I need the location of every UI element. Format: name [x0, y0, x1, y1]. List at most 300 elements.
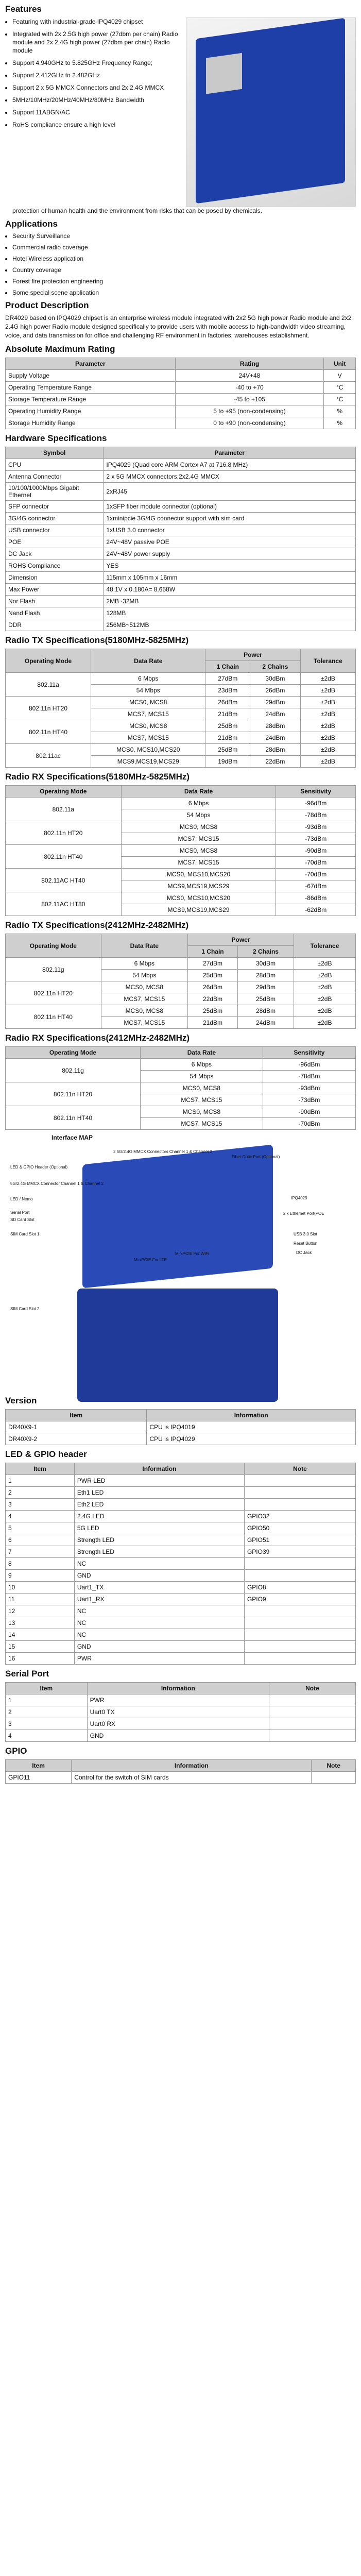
product-photo [186, 18, 356, 207]
table-cell: ±2dB [294, 993, 356, 1005]
table-cell: 4 [6, 1511, 75, 1522]
table-cell: -70dBm [263, 1118, 355, 1130]
map-label: USB 3.0 Slot [294, 1232, 317, 1236]
table-row [6, 1082, 356, 1094]
table-cell: -78dBm [263, 1071, 355, 1082]
table-cell: MCS0, MCS8 [141, 1082, 263, 1094]
tx5-header-power: Power [205, 649, 300, 661]
table-cell: 802.11n HT20 [6, 1082, 141, 1106]
table-cell: 9 [6, 1570, 75, 1582]
table-row [6, 1106, 356, 1118]
tx24-header-power: Power [188, 934, 294, 946]
table-cell: 802.11n HT40 [6, 1106, 141, 1130]
table-cell: ±2dB [294, 970, 356, 981]
led-header: Information [74, 1463, 244, 1475]
table-row [6, 1433, 356, 1445]
table-cell: 26dBm [250, 685, 301, 697]
table-cell: 22dBm [250, 756, 301, 768]
tx24-header-1chain: 1 Chain [188, 946, 238, 958]
table-cell: MCS7, MCS15 [101, 993, 187, 1005]
table-cell: MCS0, MCS8 [141, 1106, 263, 1118]
table-cell: ±2dB [300, 708, 355, 720]
rx24-title: Radio RX Specifications(2412MHz-2482MHz) [5, 1033, 190, 1043]
table-cell: -70dBm [276, 857, 356, 869]
table-cell: -73dBm [263, 1094, 355, 1106]
table-cell: 24dBm [250, 708, 301, 720]
application-item: • Security Surveillance [12, 232, 356, 240]
table-cell: MCS7, MCS15 [91, 708, 205, 720]
table-row [6, 417, 356, 429]
table-cell: 802.11a [6, 798, 122, 821]
table-cell: -93dBm [263, 1082, 355, 1094]
table-row [6, 596, 356, 607]
gpio-header: Information [72, 1760, 312, 1772]
map-label: Fiber Optic Port (Optional) [232, 1155, 280, 1159]
serial-title: Serial Port [5, 1669, 49, 1679]
table-cell: Storage Temperature Range [6, 394, 176, 405]
map-label: 5G/2.4G MMCX Connector Channel 1 & Channel 2 [10, 1181, 104, 1186]
table-cell: 802.11AC HT80 [6, 892, 122, 916]
table-row [6, 1546, 356, 1558]
table-cell: % [324, 417, 356, 429]
table-cell: 30dBm [250, 673, 301, 685]
table-cell: 802.11AC HT40 [6, 869, 122, 892]
table-cell [244, 1617, 355, 1629]
version-title: Version [5, 1396, 37, 1405]
version-header: Item [6, 1410, 147, 1421]
table-cell: Antenna Connector [6, 471, 104, 483]
interface-map [5, 1134, 356, 1392]
table-cell: 29dBm [237, 981, 294, 993]
table-cell [244, 1499, 355, 1511]
table-cell: ±2dB [300, 756, 355, 768]
table-cell: MCS7, MCS15 [91, 732, 205, 744]
table-cell: Uart1_TX [74, 1582, 244, 1594]
table-row [6, 869, 356, 880]
table-cell: DDR [6, 619, 104, 631]
table-row [6, 483, 356, 501]
table-cell: 6 Mbps [141, 1059, 263, 1071]
table-cell: 28dBm [250, 720, 301, 732]
table-row [6, 981, 356, 993]
table-row [6, 1059, 356, 1071]
table-cell: 24dBm [250, 732, 301, 744]
table-cell: 802.11n HT20 [6, 821, 122, 845]
table-cell: 48.1V x 0.180A= 8.658W [104, 584, 356, 596]
table-row [6, 560, 356, 572]
table-cell: 256MB~512MB [104, 619, 356, 631]
table-cell: 24V+48 [175, 370, 324, 382]
table-row [6, 1629, 356, 1641]
table-cell: -67dBm [276, 880, 356, 892]
table-cell: MCS9,MCS19,MCS29 [121, 904, 276, 916]
table-cell: GPIO11 [6, 1772, 72, 1784]
map-label: 2 x Ethernet Port(POE [283, 1211, 324, 1216]
table-cell [269, 1694, 355, 1706]
table-cell: -90dBm [263, 1106, 355, 1118]
table-cell: Uart0 TX [87, 1706, 269, 1718]
table-cell: MCS7, MCS15 [101, 1017, 187, 1029]
table-cell: Nand Flash [6, 607, 104, 619]
table-cell: 15 [6, 1641, 75, 1653]
table-cell: 21dBm [188, 1017, 238, 1029]
table-row [6, 1487, 356, 1499]
table-cell: 28dBm [237, 970, 294, 981]
table-cell: NC [74, 1629, 244, 1641]
table-row [6, 1706, 356, 1718]
application-item: • Some special scene application [12, 289, 356, 296]
table-cell: ±2dB [294, 1017, 356, 1029]
table-cell: 11 [6, 1594, 75, 1605]
table-cell: NC [74, 1558, 244, 1570]
map-label: Serial Port [10, 1210, 30, 1215]
table-cell: -86dBm [276, 892, 356, 904]
serial-header: Information [87, 1683, 269, 1694]
table-cell: V [324, 370, 356, 382]
table-cell: NC [74, 1605, 244, 1617]
table-cell: 14 [6, 1629, 75, 1641]
tx5-title: Radio TX Specifications(5180MHz-5825MHz) [5, 635, 189, 645]
feature-item: • Support 4.940GHz to 5.825GHz Frequency Range; [12, 59, 182, 67]
table-cell: -90dBm [276, 845, 356, 857]
table-cell: 5G LED [74, 1522, 244, 1534]
application-item: • Country coverage [12, 266, 356, 274]
table-cell: 28dBm [250, 744, 301, 756]
hw-title: Hardware Specifications [5, 433, 107, 443]
interface-map-title: Interface MAP [51, 1134, 93, 1141]
hw-table [5, 447, 356, 631]
table-cell: 27dBm [188, 958, 238, 970]
table-cell: MCS9,MCS19,MCS29 [91, 756, 205, 768]
map-label: SD Card Slot [10, 1217, 35, 1222]
table-cell: Strength LED [74, 1546, 244, 1558]
table-cell: GPIO39 [244, 1546, 355, 1558]
table-cell: -96dBm [263, 1059, 355, 1071]
rx24-header: Operating Mode [6, 1047, 141, 1059]
table-row [6, 370, 356, 382]
table-cell: Uart0 RX [87, 1718, 269, 1730]
table-cell: MCS0, MCS8 [91, 697, 205, 708]
table-row [6, 744, 356, 756]
table-cell: 1xUSB 3.0 connector [104, 524, 356, 536]
table-cell: 4 [6, 1730, 88, 1742]
map-label: SIM Card Slot 2 [10, 1307, 40, 1311]
tx5-table [5, 649, 356, 768]
table-row [6, 1558, 356, 1570]
rx5-header: Operating Mode [6, 786, 122, 798]
tx24-header-tolerance: Tolerance [294, 934, 356, 958]
table-cell: PWR [74, 1653, 244, 1665]
table-cell: MCS0, MCS8 [121, 845, 276, 857]
serial-header: Item [6, 1683, 88, 1694]
table-row [6, 821, 356, 833]
table-cell: -93dBm [276, 821, 356, 833]
table-cell: 802.11n HT20 [6, 697, 91, 720]
table-cell [269, 1718, 355, 1730]
table-row [6, 1641, 356, 1653]
table-cell: 802.11n HT40 [6, 1005, 101, 1029]
table-row [6, 1499, 356, 1511]
tx5-header-rate: Data Rate [91, 649, 205, 673]
table-cell: 25dBm [205, 720, 250, 732]
table-cell: 24V~48V power supply [104, 548, 356, 560]
table-row [6, 1718, 356, 1730]
map-label: Reset Button [294, 1241, 318, 1246]
amr-header: Parameter [6, 358, 176, 370]
table-row [6, 673, 356, 685]
table-cell: DR40X9-1 [6, 1421, 147, 1433]
table-cell: 802.11n HT40 [6, 720, 91, 744]
table-cell: 54 Mbps [141, 1071, 263, 1082]
table-cell: 802.11ac [6, 744, 91, 768]
tx24-header-2chains: 2 Chains [237, 946, 294, 958]
table-cell: -73dBm [276, 833, 356, 845]
table-row [6, 1605, 356, 1617]
rx5-header: Data Rate [121, 786, 276, 798]
table-cell: 25dBm [237, 993, 294, 1005]
table-row [6, 1522, 356, 1534]
table-cell: GPIO9 [244, 1594, 355, 1605]
table-cell [244, 1558, 355, 1570]
table-row [6, 1694, 356, 1706]
table-cell: 54 Mbps [101, 970, 187, 981]
led-title: LED & GPIO header [5, 1449, 87, 1459]
feature-item: • Support 2 x 5G MMCX Connectors and 2x 2.4G MMCX [12, 83, 182, 92]
table-row [6, 1772, 356, 1784]
table-cell: ±2dB [300, 685, 355, 697]
rx5-title: Radio RX Specifications(5180MHz-5825MHz) [5, 772, 190, 782]
table-row [6, 1511, 356, 1522]
table-cell [244, 1605, 355, 1617]
table-cell: Eth1 LED [74, 1487, 244, 1499]
table-cell: SFP connector [6, 501, 104, 513]
table-row [6, 845, 356, 857]
application-item: • Hotel Wireless application [12, 255, 356, 262]
rx24-table [5, 1046, 356, 1130]
table-cell: 25dBm [188, 970, 238, 981]
table-cell [312, 1772, 356, 1784]
table-cell: 5 to +95 (non-condensing) [175, 405, 324, 417]
map-label: MiniPCIE For LTE [134, 1258, 167, 1262]
table-cell: YES [104, 560, 356, 572]
rx5-table [5, 785, 356, 916]
table-cell: 1xminipcie 3G/4G connector support with sim card [104, 513, 356, 524]
table-cell [244, 1487, 355, 1499]
table-cell: 28dBm [237, 1005, 294, 1017]
table-row [6, 798, 356, 809]
amr-table [5, 358, 356, 429]
table-cell: DC Jack [6, 548, 104, 560]
map-label: MiniPCIE For WiFi [175, 1251, 209, 1256]
table-cell: Operating Temperature Range [6, 382, 176, 394]
table-cell [269, 1730, 355, 1742]
features-title: Features [5, 4, 42, 14]
table-row [6, 1570, 356, 1582]
table-row [6, 1617, 356, 1629]
table-row [6, 405, 356, 417]
table-cell: 6 Mbps [91, 673, 205, 685]
table-row [6, 607, 356, 619]
table-cell: 6 Mbps [121, 798, 276, 809]
table-cell: CPU is IPQ4019 [147, 1421, 356, 1433]
table-row [6, 1534, 356, 1546]
table-cell: 29dBm [250, 697, 301, 708]
amr-header: Rating [175, 358, 324, 370]
table-cell: -45 to +105 [175, 394, 324, 405]
map-label: SIM Card Slot 1 [10, 1232, 40, 1236]
table-row [6, 536, 356, 548]
tx24-header-mode: Operating Mode [6, 934, 101, 958]
table-cell: 0 to +90 (non-condensing) [175, 417, 324, 429]
led-table [5, 1463, 356, 1665]
gpio-table [5, 1759, 356, 1784]
tx5-header-2chains: 2 Chains [250, 661, 301, 673]
table-cell: GPIO8 [244, 1582, 355, 1594]
table-row [6, 394, 356, 405]
tx5-header-mode: Operating Mode [6, 649, 91, 673]
feature-item: • RoHS compliance ensure a high level [12, 121, 182, 129]
table-row [6, 1475, 356, 1487]
table-cell: 2MB~32MB [104, 596, 356, 607]
table-cell: 802.11g [6, 1059, 141, 1082]
table-cell: 13 [6, 1617, 75, 1629]
table-cell: ±2dB [300, 673, 355, 685]
map-label: IPQ4029 [291, 1196, 307, 1200]
table-row [6, 958, 356, 970]
table-cell: 25dBm [205, 744, 250, 756]
table-cell: 115mm x 105mm x 16mm [104, 572, 356, 584]
table-row [6, 697, 356, 708]
table-cell: 802.11g [6, 958, 101, 981]
table-cell: GPIO50 [244, 1522, 355, 1534]
table-cell: GPIO51 [244, 1534, 355, 1546]
board-bottom-image [77, 1289, 278, 1402]
table-cell: GPIO32 [244, 1511, 355, 1522]
feature-item: • 5MHz/10MHz/20MHz/40MHz/80MHz Bandwidth [12, 96, 182, 104]
table-cell: 21dBm [205, 708, 250, 720]
table-cell: 802.11n HT40 [6, 845, 122, 869]
table-row [6, 513, 356, 524]
table-cell: 2xRJ45 [104, 483, 356, 501]
table-cell: USB connector [6, 524, 104, 536]
table-cell: 8 [6, 1558, 75, 1570]
table-cell: PWR [87, 1694, 269, 1706]
rx5-header: Sensitivity [276, 786, 356, 798]
table-cell: Strength LED [74, 1534, 244, 1546]
application-item: • Forest fire protection engineering [12, 278, 356, 285]
table-cell: 2 [6, 1706, 88, 1718]
table-cell: 128MB [104, 607, 356, 619]
serial-header: Note [269, 1683, 355, 1694]
table-row [6, 1582, 356, 1594]
tx24-header-rate: Data Rate [101, 934, 187, 958]
table-cell: POE [6, 536, 104, 548]
version-table [5, 1409, 356, 1445]
table-cell: 10 [6, 1582, 75, 1594]
applications-title: Applications [5, 219, 58, 229]
table-row [6, 1421, 356, 1433]
tx24-title: Radio TX Specifications(2412MHz-2482MHz) [5, 920, 189, 930]
table-row [6, 1653, 356, 1665]
table-cell: GND [74, 1570, 244, 1582]
table-row [6, 1594, 356, 1605]
table-row [6, 459, 356, 471]
feature-item: • Support 2.412GHz to 2.482GHz [12, 71, 182, 79]
table-cell: ±2dB [294, 958, 356, 970]
table-row [6, 619, 356, 631]
table-cell: ROHS Compliance [6, 560, 104, 572]
map-label: DC Jack [296, 1250, 312, 1255]
feature-item: • Featuring with industrial-grade IPQ4029 chipset [12, 18, 182, 26]
product-description-text: DR4029 based on IPQ4029 chipset is an enterprise wireless module integrated with 2x2 5G high power Radio module and 2x2 2.4G high power Radio module designed specifically to provide users with mobile access to high-bandwidth video streaming, voice, and data transmission for office and challenging RF environment in factories, warehouses establishment. [5, 314, 352, 339]
map-label: LED / Nemo [10, 1197, 33, 1201]
tx24-table [5, 934, 356, 1029]
table-row [6, 524, 356, 536]
table-cell: ±2dB [294, 981, 356, 993]
table-cell: 21dBm [205, 732, 250, 744]
table-cell: 25dBm [188, 1005, 238, 1017]
table-row [6, 892, 356, 904]
map-label: 2 5G/2.4G MMCX Connectors Channel 1 & Channel 2 [113, 1149, 212, 1154]
table-cell: Nor Flash [6, 596, 104, 607]
table-row [6, 471, 356, 483]
table-cell: 54 Mbps [121, 809, 276, 821]
tx5-header-tolerance: Tolerance [300, 649, 355, 673]
table-cell: 3 [6, 1499, 75, 1511]
table-cell: ±2dB [294, 1005, 356, 1017]
table-cell: 6 [6, 1534, 75, 1546]
table-cell: Max Power [6, 584, 104, 596]
table-cell: Eth2 LED [74, 1499, 244, 1511]
table-cell: 1 [6, 1694, 88, 1706]
table-cell: 23dBm [205, 685, 250, 697]
table-cell: 26dBm [205, 697, 250, 708]
application-item: • Commercial radio coverage [12, 244, 356, 251]
table-cell: CPU is IPQ4029 [147, 1433, 356, 1445]
table-cell: 54 Mbps [91, 685, 205, 697]
table-cell: Uart1_RX [74, 1594, 244, 1605]
table-cell: 5 [6, 1522, 75, 1534]
table-cell: °C [324, 394, 356, 405]
table-cell: GND [74, 1641, 244, 1653]
amr-title: Absolute Maximum Rating [5, 344, 115, 354]
table-cell [244, 1653, 355, 1665]
table-cell: 12 [6, 1605, 75, 1617]
table-cell: NC [74, 1617, 244, 1629]
table-row [6, 572, 356, 584]
table-cell: MCS0, MCS8 [121, 821, 276, 833]
table-cell: -96dBm [276, 798, 356, 809]
table-cell: MCS0, MCS8 [91, 720, 205, 732]
features-list [5, 18, 182, 129]
gpio-header: Note [312, 1760, 356, 1772]
table-cell: PWR LED [74, 1475, 244, 1487]
table-cell: MCS0, MCS10,MCS20 [91, 744, 205, 756]
table-row [6, 720, 356, 732]
table-cell: MCS0, MCS8 [101, 1005, 187, 1017]
table-cell: 1 [6, 1475, 75, 1487]
table-cell: IPQ4029 (Quad core ARM Cortex A7 at 716.8 MHz) [104, 459, 356, 471]
table-cell: -70dBm [276, 869, 356, 880]
table-cell: MCS0, MCS10,MCS20 [121, 869, 276, 880]
table-cell: 24V~48V passive POE [104, 536, 356, 548]
table-cell: 3G/4G connector [6, 513, 104, 524]
table-row [6, 382, 356, 394]
table-cell: GND [87, 1730, 269, 1742]
table-cell: 10/100/1000Mbps Gigabit Ethernet [6, 483, 104, 501]
table-cell: 16 [6, 1653, 75, 1665]
table-cell: 19dBm [205, 756, 250, 768]
